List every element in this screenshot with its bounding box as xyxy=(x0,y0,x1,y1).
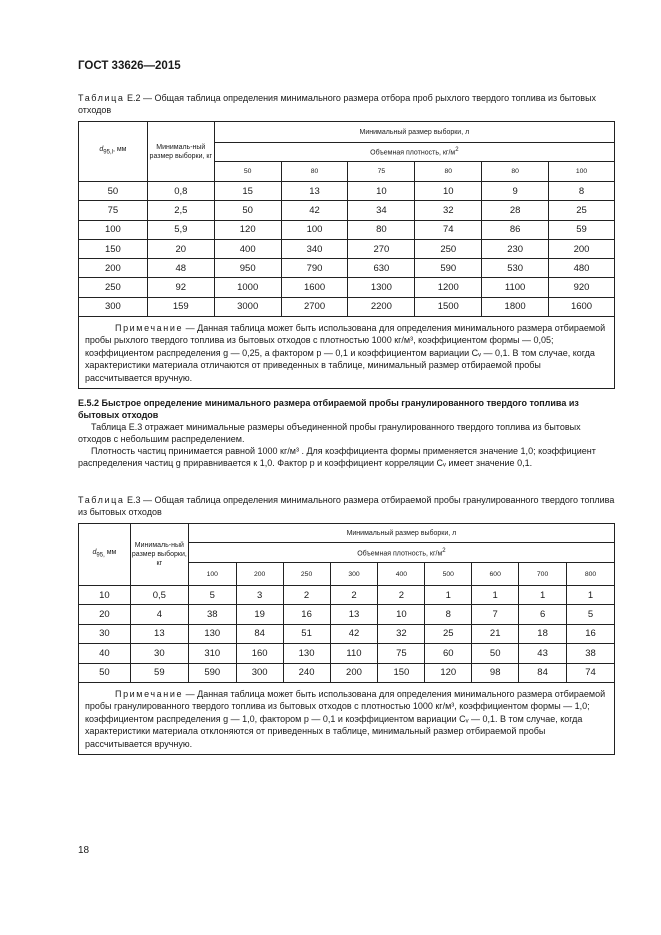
table-cell: 42 xyxy=(330,624,378,643)
table2-col-diameter: $d_{95,}$ мм xyxy=(79,524,131,586)
density-header: 200 xyxy=(236,563,283,586)
table-row xyxy=(79,220,615,239)
table-cell: 250 xyxy=(415,239,482,258)
table-cell: 150 xyxy=(378,663,425,682)
table-cell: 130 xyxy=(188,624,236,643)
density-header: 80 xyxy=(482,162,549,182)
table-cell: 0,5 xyxy=(130,586,188,605)
table-cell: 32 xyxy=(415,201,482,220)
table-cell: 1 xyxy=(472,586,519,605)
table-cell: 630 xyxy=(348,259,415,278)
density-header: 250 xyxy=(283,563,330,586)
density-header: 50 xyxy=(214,162,281,182)
table-cell: 8 xyxy=(549,182,615,201)
table-cell: 19 xyxy=(236,605,283,624)
density-header: 80 xyxy=(415,162,482,182)
table-cell: 230 xyxy=(482,239,549,258)
table-cell: 74 xyxy=(415,220,482,239)
table-cell: 8 xyxy=(425,605,472,624)
table-cell: 50 xyxy=(79,182,148,201)
table-cell: 20 xyxy=(147,239,214,258)
table-row xyxy=(79,624,615,643)
table-cell: 84 xyxy=(236,624,283,643)
table-cell: 1500 xyxy=(415,297,482,316)
table-cell: 42 xyxy=(281,201,348,220)
table2-note: Примечание — Данная таблица может быть использована для определения минимального размера отбираемой пробы гранулированного твердого топлива из бытовых отходов с плотностью 1000 кг/м³, коэффициентом формы — 1,0; коэффициентом распределения g — 1,0, фактором p — 0,1 и коэффициентом вариации Cᵥ — 0,1. В том случае, когда характеристики материала отклоняются от приведенных в таблице, минимальный размер отбираемой пробы рассчитывается вручную. xyxy=(79,682,615,754)
table-cell: 590 xyxy=(188,663,236,682)
table-cell: 250 xyxy=(79,278,148,297)
table2-col-mass: Минималь-ный размер выборки, кг xyxy=(130,524,188,586)
table-cell: 13 xyxy=(281,182,348,201)
table-cell: 100 xyxy=(281,220,348,239)
density-header: 700 xyxy=(519,563,567,586)
table2-group-header: Минимальный размер выборки, л xyxy=(188,524,614,543)
table2-subgroup-header: Объемная плотность, $кг/м^2$ xyxy=(188,543,614,563)
table-cell: 2 xyxy=(378,586,425,605)
table-cell: 48 xyxy=(147,259,214,278)
density-header: 300 xyxy=(330,563,378,586)
table1-note: Примечание — Данная таблица может быть использована для определения минимального размера отбираемой пробы рыхлого твердого топлива из бытовых отходов с плотностью 1000 кг/м³, коэффициентом формы — 0,05; коэффициентом распределения g — 0,25, а фактором p — 0,1 и коэффициентом вариации Cᵥ — 0,1. В том случае, когда характеристики материала отличаются от приведенных в таблице, минимальный размер отбираемой пробы рассчитывается вручную. xyxy=(79,317,615,389)
table-cell: 43 xyxy=(519,644,567,663)
table-cell: 25 xyxy=(425,624,472,643)
table-cell: 159 xyxy=(147,297,214,316)
density-header: 600 xyxy=(472,563,519,586)
table-cell: 59 xyxy=(549,220,615,239)
table-cell: 200 xyxy=(549,239,615,258)
table1-col-mass: Минималь-ный размер выборки, кг xyxy=(147,122,214,182)
table-cell: 1300 xyxy=(348,278,415,297)
table-e2 xyxy=(78,121,615,389)
table-cell: 400 xyxy=(214,239,281,258)
table-cell: 1600 xyxy=(549,297,615,316)
table-cell: 200 xyxy=(330,663,378,682)
section-title: Е.5.2 Быстрое определение минимального размера отбираемой пробы гранулированного твердого топлива из бытовых отходов xyxy=(78,398,579,420)
table-cell: 3 xyxy=(236,586,283,605)
table-cell: 1 xyxy=(519,586,567,605)
density-header: 100 xyxy=(549,162,615,182)
table-cell: 50 xyxy=(472,644,519,663)
table-cell: 30 xyxy=(130,644,188,663)
table2-caption-label: Таблица xyxy=(78,495,125,505)
table-cell: 270 xyxy=(348,239,415,258)
table-cell: 74 xyxy=(567,663,615,682)
table-cell: 2,5 xyxy=(147,201,214,220)
table-cell: 7 xyxy=(472,605,519,624)
table-cell: 1600 xyxy=(281,278,348,297)
table-cell: 1 xyxy=(567,586,615,605)
table1-col-diameter: $d_{95,l}$, мм xyxy=(79,122,148,182)
table-cell: 38 xyxy=(567,644,615,663)
table-cell: 50 xyxy=(79,663,131,682)
table-cell: 10 xyxy=(79,586,131,605)
table-cell: 86 xyxy=(482,220,549,239)
table-cell: 18 xyxy=(519,624,567,643)
table-cell: 920 xyxy=(549,278,615,297)
table-cell: 59 xyxy=(130,663,188,682)
table-cell: 60 xyxy=(425,644,472,663)
table-row xyxy=(79,239,615,258)
table-cell: 300 xyxy=(236,663,283,682)
table-row xyxy=(79,297,615,316)
page-number: 18 xyxy=(78,845,90,856)
table-cell: 13 xyxy=(130,624,188,643)
table-cell: 5 xyxy=(188,586,236,605)
table-row xyxy=(79,182,615,201)
table-cell: 480 xyxy=(549,259,615,278)
table-cell: 300 xyxy=(79,297,148,316)
table-cell: 310 xyxy=(188,644,236,663)
table-cell: 92 xyxy=(147,278,214,297)
table-cell: 80 xyxy=(348,220,415,239)
table-cell: 130 xyxy=(283,644,330,663)
table-cell: 50 xyxy=(214,201,281,220)
table-cell: 2200 xyxy=(348,297,415,316)
table-e3 xyxy=(78,523,615,755)
table-row xyxy=(79,663,615,682)
table-cell: 790 xyxy=(281,259,348,278)
table-cell: 51 xyxy=(283,624,330,643)
table-cell: 32 xyxy=(378,624,425,643)
table-cell: 4 xyxy=(130,605,188,624)
table-cell: 1100 xyxy=(482,278,549,297)
table1-subgroup-header: Объемная плотность, $кг/м^2$ xyxy=(214,143,614,162)
table-cell: 34 xyxy=(348,201,415,220)
table-cell: 38 xyxy=(188,605,236,624)
document-header: ГОСТ 33626—2015 xyxy=(78,60,181,72)
table-cell: 120 xyxy=(214,220,281,239)
table-cell: 28 xyxy=(482,201,549,220)
table-row xyxy=(79,605,615,624)
table-cell: 98 xyxy=(472,663,519,682)
table-cell: 84 xyxy=(519,663,567,682)
table-cell: 2 xyxy=(330,586,378,605)
table-cell: 30 xyxy=(79,624,131,643)
table-cell: 1200 xyxy=(415,278,482,297)
table-cell: 110 xyxy=(330,644,378,663)
table-cell: 6 xyxy=(519,605,567,624)
table1-group-header: Минимальный размер выборки, л xyxy=(214,122,614,143)
table-cell: 2 xyxy=(283,586,330,605)
table-cell: 200 xyxy=(79,259,148,278)
table-cell: 340 xyxy=(281,239,348,258)
table-cell: 3000 xyxy=(214,297,281,316)
table-row xyxy=(79,201,615,220)
density-header: 75 xyxy=(348,162,415,182)
table-cell: 530 xyxy=(482,259,549,278)
table-cell: 21 xyxy=(472,624,519,643)
table-cell: 590 xyxy=(415,259,482,278)
table-cell: 40 xyxy=(79,644,131,663)
table-cell: 2700 xyxy=(281,297,348,316)
table-cell: 75 xyxy=(378,644,425,663)
table-cell: 25 xyxy=(549,201,615,220)
table2-caption-text: Е.3 — Общая таблица определения минимального размера отбираемой пробы гранулированного твердого топлива из бытовых отходов xyxy=(78,495,615,517)
table-row xyxy=(79,259,615,278)
table-cell: 13 xyxy=(330,605,378,624)
table-cell: 100 xyxy=(79,220,148,239)
table-cell: 20 xyxy=(79,605,131,624)
table-row xyxy=(79,278,615,297)
table-cell: 75 xyxy=(79,201,148,220)
density-header: 800 xyxy=(567,563,615,586)
table-cell: 10 xyxy=(348,182,415,201)
table-row xyxy=(79,644,615,663)
table2-caption xyxy=(78,494,618,518)
table-cell: 9 xyxy=(482,182,549,201)
density-header: 100 xyxy=(188,563,236,586)
table1-caption xyxy=(78,92,618,116)
table-cell: 150 xyxy=(79,239,148,258)
table-cell: 16 xyxy=(283,605,330,624)
density-header: 400 xyxy=(378,563,425,586)
density-header: 500 xyxy=(425,563,472,586)
table-cell: 1800 xyxy=(482,297,549,316)
table-cell: 1 xyxy=(425,586,472,605)
section-paragraph-1: Таблица Е.3 отражает минимальные размеры объединенной пробы гранулированного твердого топлива из бытовых отходов с небольшим распределением. xyxy=(78,422,581,444)
table-cell: 10 xyxy=(378,605,425,624)
table-cell: 160 xyxy=(236,644,283,663)
table-cell: 15 xyxy=(214,182,281,201)
table-cell: 0,8 xyxy=(147,182,214,201)
table1-caption-label: Таблица xyxy=(78,93,125,103)
table-cell: 10 xyxy=(415,182,482,201)
table-cell: 16 xyxy=(567,624,615,643)
table-cell: 950 xyxy=(214,259,281,278)
table-row xyxy=(79,586,615,605)
density-header: 80 xyxy=(281,162,348,182)
table-cell: 240 xyxy=(283,663,330,682)
table-cell: 120 xyxy=(425,663,472,682)
table1-caption-text: Е.2 — Общая таблица определения минимального размера отбора проб рыхлого твердого топлива из бытовых отходов xyxy=(78,93,597,115)
table-cell: 1000 xyxy=(214,278,281,297)
table-cell: 5 xyxy=(567,605,615,624)
table-cell: 5,9 xyxy=(147,220,214,239)
section-paragraph-2: Плотность частиц принимается равной 1000 кг/м³ . Для коэффициента формы применяется значение 1,0; коэффициент распределения частиц g приравнивается к 1,0. Фактор p и коэффициент корреляции Cᵥ имеет значение 0,1. xyxy=(78,446,596,468)
